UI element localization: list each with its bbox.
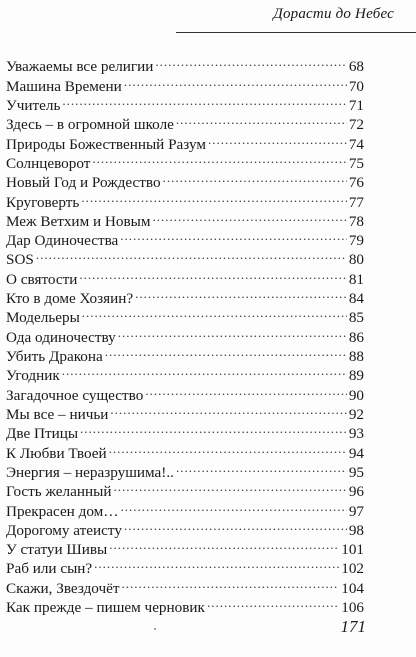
toc-entry-page: 97 (348, 502, 364, 520)
toc-entry-title: О святости (6, 270, 78, 288)
dot-leader (124, 516, 347, 535)
toc-entry-title: Две Птицы (6, 425, 79, 443)
toc-entry-title: Угодник (6, 367, 60, 385)
toc-entry-title: Учитель (6, 96, 61, 114)
dot-leader (94, 554, 339, 573)
toc-entry-title: Ода одиночеству (6, 328, 116, 346)
dot-leader (122, 573, 340, 592)
toc-entry-page: 90 (348, 386, 364, 404)
toc-entry-title: Природы Божественный Разум (6, 135, 206, 153)
toc-entry-page: 88 (348, 348, 364, 365)
dot-leader (105, 342, 347, 361)
toc-entry-page: 80 (348, 251, 364, 269)
header-rule (176, 32, 416, 33)
dot-leader (109, 438, 347, 457)
dot-leader (135, 284, 347, 303)
toc-entry-title: Как прежде – пишем черновик (6, 599, 205, 617)
toc-entry-page: 70 (348, 77, 364, 95)
toc-entry-title: Прекрасен дом… (6, 502, 119, 520)
dot-leader (155, 52, 346, 71)
dot-leader (81, 187, 346, 206)
running-title: Дорасти до Небес (273, 6, 394, 22)
toc-entry-page: 71 (348, 96, 364, 114)
toc-entry-page: 68 (348, 58, 364, 76)
toc-entry-page: 84 (348, 290, 364, 308)
toc-entry (6, 245, 364, 269)
toc-entry-page: 75 (348, 154, 364, 172)
table-of-contents (6, 52, 364, 617)
toc-entry-title: Дар Одиночества (6, 232, 119, 250)
dot-leader (145, 380, 346, 399)
toc-entry-page: 79 (348, 232, 364, 250)
dot-leader (208, 129, 347, 148)
toc-entry-page: 95 (348, 463, 364, 481)
dot-leader (109, 535, 339, 554)
toc-entry-page: 77 (348, 193, 364, 211)
dot-leader (36, 245, 347, 264)
toc-entry-title: Машина Времени (6, 77, 122, 95)
dot-leader (113, 477, 346, 496)
toc-entry-page: 93 (348, 425, 364, 443)
dot-leader (118, 322, 347, 341)
toc-entry (6, 52, 364, 76)
toc-entry-title: Кто в доме Хозяин? (6, 290, 134, 308)
dot-leader (207, 593, 339, 612)
toc-entry-title: Раб или сын? (6, 560, 93, 578)
toc-entry-page: 85 (348, 309, 364, 327)
toc-entry-title: Круговерть (6, 193, 80, 211)
toc-entry-title: Убить Дракона (6, 348, 103, 365)
toc-entry-page: 78 (348, 212, 364, 230)
toc-entry-page: 74 (348, 135, 364, 153)
dot-leader (110, 400, 346, 419)
dot-leader (82, 303, 347, 322)
dot-leader (176, 110, 347, 129)
toc-entry-page: 98 (348, 521, 364, 539)
toc-entry-title: Уважаемы все религии (6, 58, 154, 76)
toc-entry-page: 92 (348, 405, 364, 423)
dot-leader (120, 496, 346, 515)
toc-entry-page: 106 (341, 599, 364, 617)
toc-entry-title: SOS (6, 251, 34, 269)
toc-entry-page: 102 (341, 560, 364, 578)
dot-leader (80, 419, 347, 438)
toc-entry-title: Мы все – ничьи (6, 405, 109, 423)
dot-leader (62, 361, 347, 380)
toc-entry-page: 89 (348, 367, 364, 385)
dot-leader (120, 226, 347, 245)
toc-entry-title: Солнцеворот (6, 154, 91, 172)
toc-entry-title: Меж Ветхим и Новым (6, 212, 151, 230)
toc-entry-title: Модельеры (6, 309, 80, 327)
print-speck (154, 628, 156, 630)
toc-entry-title: Здесь – в огромной школе (6, 116, 174, 134)
toc-entry-page: 72 (348, 116, 364, 134)
toc-entry-page: 104 (341, 579, 364, 597)
dot-leader (62, 91, 346, 110)
toc-entry-title: Скажи, Звездочёт (6, 579, 120, 597)
dot-leader (92, 149, 346, 168)
toc-entry-title: К Любви Твоей (6, 444, 107, 462)
dot-leader (79, 264, 346, 283)
toc-entry-page: 96 (348, 483, 364, 501)
toc-entry-title: Гость желанный (6, 483, 112, 501)
dot-leader (124, 71, 347, 90)
dot-leader (176, 458, 347, 477)
dot-leader (152, 207, 346, 226)
toc-entry-title: Загадочное существо (6, 386, 144, 404)
dot-leader (163, 168, 347, 187)
toc-entry-page: 81 (348, 270, 364, 288)
toc-entry-page: 86 (348, 328, 364, 346)
toc-entry-page: 94 (348, 444, 364, 462)
toc-entry-page: 101 (341, 541, 364, 559)
page-number: 171 (340, 617, 366, 636)
toc-entry (6, 264, 364, 288)
toc-entry-title: У статуи Шивы (6, 541, 108, 559)
toc-entry-title: Новый Год и Рождество (6, 174, 161, 192)
toc-entry-title: Дорогому атеисту (6, 521, 122, 539)
toc-entry-title: Энергия – неразрушима!.. (6, 463, 174, 481)
toc-entry-page: 76 (348, 174, 364, 192)
